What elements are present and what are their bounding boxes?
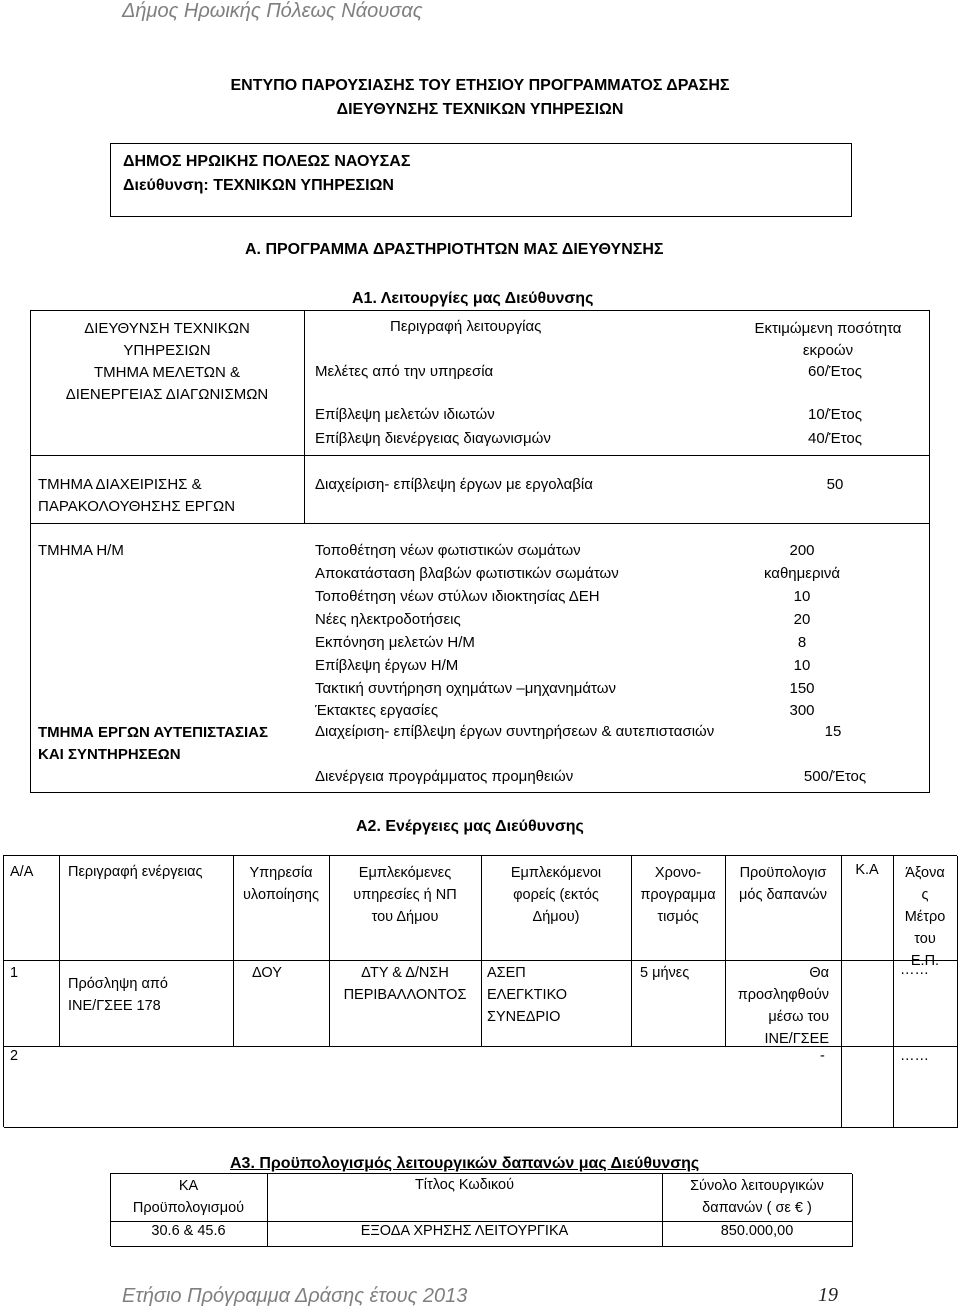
a2-col-aa: Α/Α bbox=[10, 864, 34, 880]
a1-col-description: Περιγραφή λειτουργίας bbox=[390, 318, 542, 335]
a3-col-ka bbox=[110, 1175, 267, 1219]
a2-row2-budget: - bbox=[820, 1048, 825, 1064]
a2-col-axis bbox=[893, 862, 957, 972]
function-label: Επίβλεψη διενέργειας διαγωνισμών bbox=[315, 430, 551, 447]
cell-line: ΙΝΕ/ΓΣΕΕ bbox=[764, 1031, 829, 1047]
a2-row2-aa: 2 bbox=[10, 1048, 19, 1064]
a2-col-ka: Κ.Α bbox=[855, 862, 879, 878]
header-line: μός δαπανών bbox=[739, 887, 827, 903]
header-line: Εμπλεκόμενοι bbox=[510, 865, 602, 881]
header-line: του Δήμου bbox=[371, 909, 439, 925]
a1-col-quantity bbox=[740, 318, 916, 362]
function-row bbox=[315, 654, 857, 677]
header-line: ΚΑ bbox=[178, 1178, 199, 1194]
a3-title: Α3. Προϋπολογισμός λειτουργικών δαπανών μας Διεύθυνσης bbox=[230, 1155, 700, 1172]
dept-project-management bbox=[38, 474, 235, 518]
header-line: προγραμμα bbox=[640, 887, 716, 903]
function-value: 15 bbox=[824, 723, 842, 740]
header-line: Εμπλεκόμενες bbox=[358, 865, 452, 881]
a2-row1-description bbox=[68, 973, 168, 1017]
function-row bbox=[315, 608, 857, 631]
a2-col-description: Περιγραφή ενέργειας bbox=[68, 864, 203, 880]
function-label: Διαχείριση- επίβλεψη έργων με εργολαβία bbox=[315, 476, 593, 493]
dept-line: ΚΑΙ ΣΥΝΤΗΡΗΣΕΩΝ bbox=[38, 746, 181, 763]
function-value: καθημερινά bbox=[763, 565, 841, 582]
function-label: Τοποθέτηση νέων στύλων ιδιοκτησίας ΔΕΗ bbox=[315, 588, 600, 605]
a2-row2-cell bbox=[4, 1047, 842, 1128]
a2-col-schedule bbox=[631, 862, 725, 928]
a2-title: Α2. Ενέργειες μας Διεύθυνσης bbox=[356, 818, 584, 835]
a2-row1-external bbox=[487, 962, 567, 1028]
a2-row1-involved bbox=[329, 962, 481, 1006]
cell-line: ΣΥΝΕΔΡΙΟ bbox=[487, 1009, 561, 1025]
function-value: 150 bbox=[789, 680, 815, 697]
function-label: Διαχείριση- επίβλεψη έργων συντηρήσεων & αυτεπιστασιών bbox=[315, 723, 715, 740]
a2-col-external-bodies bbox=[481, 862, 631, 928]
dept-line: ΤΜΗΜΑ ΕΡΓΩΝ ΑΥΤΕΠΙΣΤΑΣΙΑΣ bbox=[38, 724, 269, 741]
cell-line: ΕΛΕΓΚΤΙΚΟ bbox=[487, 987, 568, 1003]
cell-line: προσληφθούν bbox=[737, 987, 829, 1003]
function-label: Εκπόνηση μελετών Η/Μ bbox=[315, 634, 475, 651]
function-label: Νέες ηλεκτροδοτήσεις bbox=[315, 611, 461, 628]
a2-row1-axis: …… bbox=[900, 962, 929, 978]
municipality-info-box bbox=[110, 143, 852, 217]
a1-row-divider bbox=[30, 523, 930, 524]
document-title-line2: ΔΙΕΥΘΥΝΣΗΣ ΤΕΧΝΙΚΩΝ ΥΠΗΡΕΣΙΩΝ bbox=[336, 101, 624, 118]
header-line: ς bbox=[921, 887, 929, 903]
a2-row1-service: ΔΟΥ bbox=[252, 965, 282, 981]
a2-row1-budget bbox=[725, 962, 829, 1050]
function-value: 60/Έτος bbox=[808, 363, 862, 380]
function-row bbox=[315, 585, 857, 608]
dept-line: ΔΙΕΥΘΥΝΣΗ ΤΕΧΝΙΚΩΝ bbox=[84, 320, 250, 337]
a3-col-title: Τίτλος Κωδικού bbox=[414, 1177, 515, 1193]
header-line: Δήμου) bbox=[532, 909, 580, 925]
cell-line: Θα bbox=[809, 965, 829, 981]
dept-technical-services bbox=[30, 318, 304, 362]
function-label: Τοποθέτηση νέων φωτιστικών σωμάτων bbox=[315, 542, 581, 559]
document-title bbox=[120, 74, 840, 122]
a2-row2-axis: …… bbox=[900, 1048, 929, 1064]
function-label: Αποκατάσταση βλαβών φωτιστικών σωμάτων bbox=[315, 565, 619, 582]
page-footer: Ετήσιο Πρόγραμμα Δράσης έτους 2013 bbox=[122, 1285, 468, 1307]
function-row bbox=[315, 631, 857, 654]
a3-row-ka: 30.6 & 45.6 bbox=[151, 1223, 226, 1239]
function-value: 10/Έτος bbox=[808, 406, 862, 423]
function-label: Έκτακτες εργασίες bbox=[315, 702, 439, 719]
a1-col-quantity-line2: εκροών bbox=[802, 342, 854, 359]
a2-row1-aa: 1 bbox=[10, 965, 19, 981]
header-line: Χρονο- bbox=[654, 865, 702, 881]
header-line: τισμός bbox=[657, 909, 699, 925]
document-title-line1: ΕΝΤΥΠΟ ΠΑΡΟΥΣΙΑΣΗΣ ΤΟΥ ΕΤΗΣΙΟΥ ΠΡΟΓΡΑΜΜΑΤΟΣ ΔΡΑΣΗΣ bbox=[230, 77, 730, 94]
function-value: 50 bbox=[826, 476, 844, 493]
cell-line: Πρόσληψη από bbox=[68, 976, 168, 992]
function-value: 10 bbox=[793, 588, 811, 605]
function-row bbox=[315, 562, 857, 585]
a1-row-divider bbox=[30, 455, 930, 456]
header-line: υλοποίησης bbox=[243, 887, 319, 903]
dept-line: ΤΜΗΜΑ ΜΕΛΕΤΩΝ & bbox=[94, 364, 240, 381]
dept-line: ΔΙΕΝΕΡΓΕΙΑΣ ΔΙΑΓΩΝΙΣΜΩΝ bbox=[65, 386, 269, 403]
directorate-name: Διεύθυνση: ΤΕΧΝΙΚΩΝ ΥΠΗΡΕΣΙΩΝ bbox=[123, 177, 394, 194]
cell-line: ΙΝΕ/ΓΣΕΕ 178 bbox=[68, 998, 161, 1014]
cell-line: ΠΕΡΙΒΑΛΛΟΝΤΟΣ bbox=[343, 987, 467, 1003]
a2-row1-cell bbox=[234, 961, 330, 1047]
section-a-title: Α. ΠΡΟΓΡΑΜΜΑ ΔΡΑΣΤΗΡΙΟΤΗΤΩΝ ΜΑΣ ΔΙΕΥΘΥΝΣΗΣ bbox=[245, 241, 664, 258]
header-line: Σύνολο λειτουργικών bbox=[690, 1178, 824, 1194]
dept-electromechanical: ΤΜΗΜΑ Η/Μ bbox=[38, 542, 124, 559]
function-label: Διενέργεια προγράμματος προμηθειών bbox=[315, 768, 574, 785]
cell-line: μέσω του bbox=[768, 1009, 829, 1025]
function-row bbox=[315, 539, 857, 562]
cell-line: ΔΤΥ & Δ/ΝΣΗ bbox=[361, 965, 449, 981]
header-line: Μέτρο bbox=[904, 909, 946, 925]
function-value: 200 bbox=[789, 542, 815, 559]
function-value: 20 bbox=[793, 611, 811, 628]
header-line: φορείς (εκτός bbox=[513, 887, 599, 903]
page-header: Δήμος Ηρωικής Πόλεως Νάουσας bbox=[122, 0, 423, 22]
a2-col-involved-services bbox=[329, 862, 481, 928]
header-line: του bbox=[914, 931, 936, 947]
dept-line: ΠΑΡΑΚΟΛΟΥΘΗΣΗΣ ΕΡΓΩΝ bbox=[38, 498, 236, 515]
function-row bbox=[315, 677, 857, 700]
a2-row2-cell bbox=[842, 1047, 894, 1128]
header-line: υπηρεσίες ή ΝΠ bbox=[353, 887, 457, 903]
a1-column-divider bbox=[304, 310, 305, 523]
header-line: Προϋπολογισμού bbox=[132, 1200, 245, 1216]
a2-col-service bbox=[233, 862, 329, 906]
header-line: Άξονα bbox=[905, 865, 945, 881]
function-row bbox=[315, 699, 857, 722]
function-label: Τακτική συντήρηση οχημάτων –μηχανημάτων bbox=[315, 680, 616, 697]
a1-col-quantity-line1: Εκτιμώμενη ποσότητα bbox=[754, 320, 902, 337]
a3-col-total bbox=[662, 1175, 852, 1219]
function-value: 10 bbox=[793, 657, 811, 674]
page-number: 19 bbox=[818, 1284, 838, 1306]
a3-row-title: ΕΞΟΔΑ ΧΡΗΣΗΣ ΛΕΙΤΟΥΡΓΙΚΑ bbox=[360, 1223, 569, 1239]
a3-row-total: 850.000,00 bbox=[720, 1223, 794, 1239]
a2-col-budget bbox=[725, 862, 841, 906]
header-line: Ε.Π. bbox=[910, 953, 940, 969]
function-value: 500/Έτος bbox=[803, 768, 867, 785]
a2-row1-cell bbox=[842, 961, 894, 1047]
dept-line: ΥΠΗΡΕΣΙΩΝ bbox=[123, 342, 211, 359]
dept-studies-tenders bbox=[30, 362, 304, 406]
a2-row1-schedule: 5 μήνες bbox=[640, 965, 690, 981]
header-line: Προϋπολογισ bbox=[739, 865, 827, 881]
dept-line: ΤΜΗΜΑ ΔΙΑΧΕΙΡΙΣΗΣ & bbox=[38, 476, 202, 493]
function-label: Μελέτες από την υπηρεσία bbox=[315, 363, 494, 380]
function-label: Επίβλεψη έργων Η/Μ bbox=[315, 657, 459, 674]
function-value: 300 bbox=[789, 702, 815, 719]
function-value: 8 bbox=[797, 634, 807, 651]
dept-self-works-maintenance bbox=[38, 722, 268, 766]
a1-title: Α1. Λειτουργίες μας Διεύθυνσης bbox=[352, 290, 594, 307]
function-label: Επίβλεψη μελετών ιδιωτών bbox=[315, 406, 495, 423]
header-line: Υπηρεσία bbox=[249, 865, 313, 881]
municipality-name: ΔΗΜΟΣ ΗΡΩΙΚΗΣ ΠΟΛΕΩΣ ΝΑΟΥΣΑΣ bbox=[123, 153, 411, 170]
cell-line: ΑΣΕΠ bbox=[487, 965, 526, 981]
header-line: δαπανών ( σε € ) bbox=[702, 1200, 812, 1216]
function-value: 40/Έτος bbox=[808, 430, 862, 447]
